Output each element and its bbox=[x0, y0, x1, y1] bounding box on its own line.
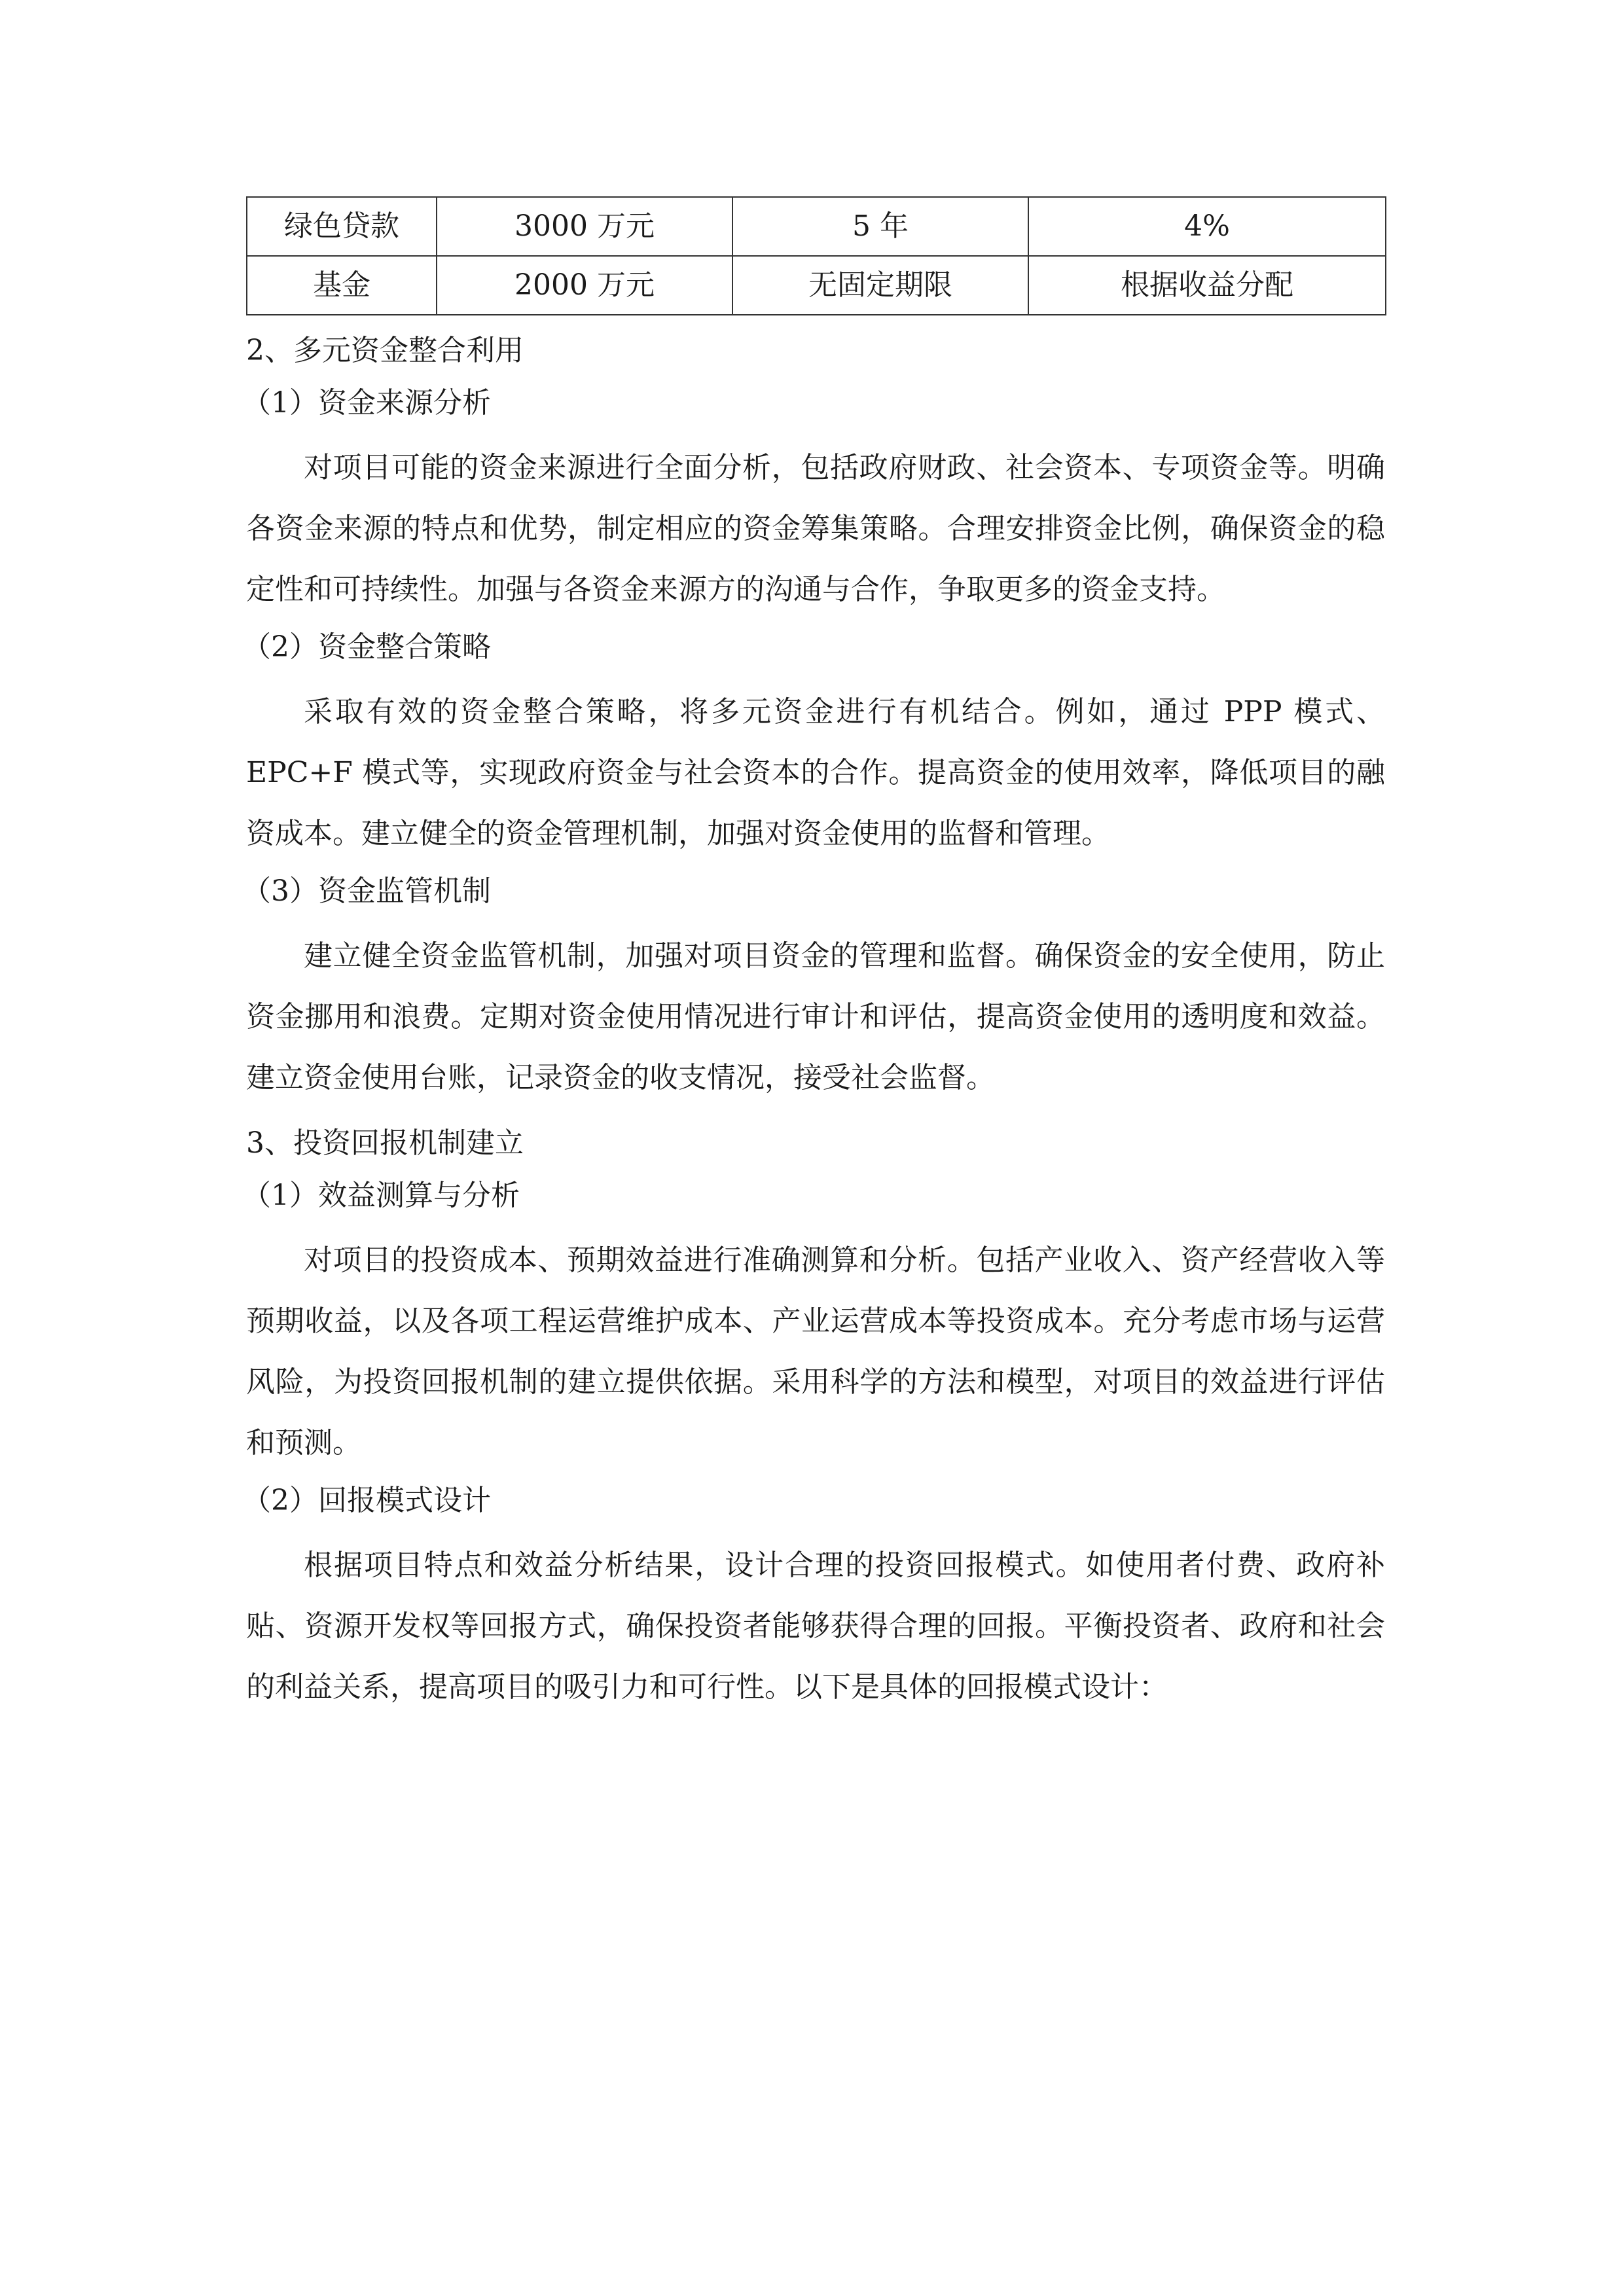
subsection-heading: （1）效益测算与分析 bbox=[242, 1179, 520, 1212]
table-cell: 2000 万元 bbox=[437, 256, 732, 315]
table-cell: 无固定期限 bbox=[732, 256, 1028, 315]
paragraph: 采取有效的资金整合策略，将多元资金进行有机结合。例如，通过 PPP 模式、EPC+F 模式等，实现政府资金与社会资本的合作。提高资金的使用效率，降低项目的融资成本。建立健全的资金管理机制，加强对资金使用的监督和管理。 bbox=[246, 695, 1385, 850]
table-cell: 5 年 bbox=[732, 197, 1028, 256]
paragraph: 建立健全资金监管机制，加强对项目资金的管理和监督。确保资金的安全使用，防止资金挪用和浪费。定期对资金使用情况进行审计和评估，提高资金使用的透明度和效益。建立资金使用台账，记录资金的收支情况，接受社会监督。 bbox=[246, 939, 1385, 1094]
subsection-heading: （2）回报模式设计 bbox=[242, 1484, 491, 1517]
section-heading: 3、投资回报机制建立 bbox=[246, 1126, 524, 1160]
paragraph: 对项目可能的资金来源进行全面分析，包括政府财政、社会资本、专项资金等。明确各资金来源的特点和优势，制定相应的资金筹集策略。合理安排资金比例，确保资金的稳定性和可持续性。加强与各资金来源方的沟通与合作，争取更多的资金支持。 bbox=[246, 451, 1385, 606]
subsection-heading: （3）资金监管机制 bbox=[242, 874, 491, 908]
subsection-heading: （1）资金来源分析 bbox=[242, 386, 491, 420]
table-row bbox=[247, 256, 1386, 315]
table-cell: 基金 bbox=[247, 256, 437, 315]
paragraph: 对项目的投资成本、预期效益进行准确测算和分析。包括产业收入、资产经营收入等预期收益，以及各项工程运营维护成本、产业运营成本等投资成本。充分考虑市场与运营风险，为投资回报机制的建立提供依据。采用科学的方法和模型，对项目的效益进行评估和预测。 bbox=[246, 1244, 1385, 1460]
table-cell: 3000 万元 bbox=[437, 197, 732, 256]
funding-table bbox=[246, 196, 1386, 315]
subsection-heading: （2）资金整合策略 bbox=[242, 630, 491, 664]
section-heading: 2、多元资金整合利用 bbox=[246, 334, 524, 367]
table-row bbox=[247, 197, 1386, 256]
table-cell: 根据收益分配 bbox=[1028, 256, 1386, 315]
document-page bbox=[242, 196, 1385, 1727]
table-cell: 4% bbox=[1028, 197, 1386, 256]
paragraph: 根据项目特点和效益分析结果，设计合理的投资回报模式。如使用者付费、政府补贴、资源开发权等回报方式，确保投资者能够获得合理的回报。平衡投资者、政府和社会的利益关系，提高项目的吸引力和可行性。以下是具体的回报模式设计： bbox=[246, 1549, 1385, 1704]
table-cell: 绿色贷款 bbox=[247, 197, 437, 256]
